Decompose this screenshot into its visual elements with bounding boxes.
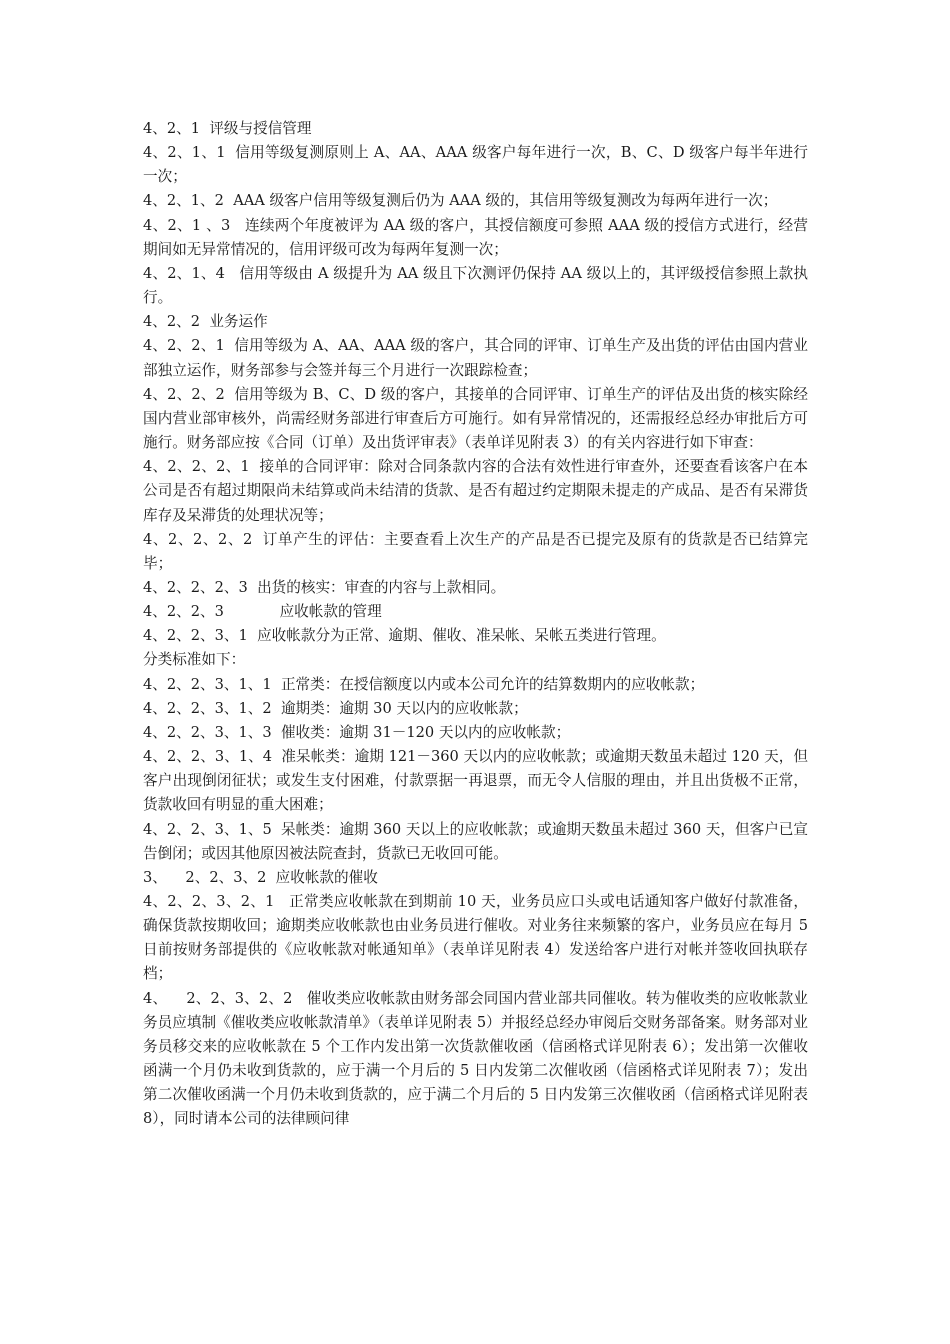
- section-heading-4-2-2: 4、2、2 业务运作: [143, 313, 268, 331]
- paragraph-4-2-1-3: 4、2、1 、3 连续两个年度被评为 AA 级的客户，其授信额度可参照 AAA 级的授信方式进行，经营期间如无异常情况的，信用评级可改为每两年复测一次；: [143, 216, 808, 258]
- paragraph-4-2-2-3-1: 4、2、2、3、1 应收帐款分为正常、逾期、催收、准呆帐、呆帐五类进行管理。: [143, 627, 666, 645]
- paragraph-4-2-1-2: 4、2、1、2 AAA 级客户信用等级复测后仍为 AAA 级的，其信用等级复测改为每两年进行一次；: [143, 192, 778, 210]
- paragraph-4-2-2-3-2-2: 4、 2、2、3、2、2 催收类应收帐款由财务部会同国内营业部共同催收。转为催收类的应收帐款业务员应填制《催收类应收帐款清单》（表单详见附表 5）并报经总经办审阅后交财务部备案。财务部对业务员移交来的应收帐款在 5 个工作内发出第一次货款催收函（信函格式详见附表 6）；发出第一次催收函满一个月仍未收到货款的，应于满一个月后的 5 日内发第二次催收函（信函格式详见附表 7）；发出第二次催收函满一个月仍未收到货款的，应于满二个月后的 5 日内发第三次催收函（信函格式详见附表 8），同时请本公司的法律顾问律: [143, 989, 813, 1128]
- section-heading-4-2-2-3: 4、2、2、3 应收帐款的管理: [143, 603, 382, 621]
- paragraph-4-2-2-3-1-2: 4、2、2、3、1、2 逾期类：逾期 30 天以内的应收帐款；: [143, 699, 528, 717]
- paragraph-4-2-2-3-1-1: 4、2、2、3、1、1 正常类：在授信额度以内或本公司允许的结算数期内的应收帐款；: [143, 675, 705, 693]
- paragraph-4-2-2-1: 4、2、2、1 信用等级为 A、AA、AAA 级的客户，其合同的评审、订单生产及出货的评估由国内营业部独立运作，财务部参与会签并每三个月进行一次跟踪检查；: [143, 337, 808, 379]
- paragraph-4-2-2-3-1-4: 4、2、2、3、1、4 准呆帐类：逾期 121－360 天以内的应收帐款；或逾期天数虽未超过 120 天，但客户出现倒闭征状；或发生支付困难，付款票据一再退票，而无令人信服的理由，并且出货极不正常，货款收回有明显的重大困难；: [143, 748, 808, 814]
- paragraph-4-2-1-4: 4、2、1、4 信用等级由 A 级提升为 AA 级且下次测评仍保持 AA 级以上的，其评级授信参照上款执行。: [143, 264, 808, 307]
- paragraph-4-2-2-3-2-1: 4、2、2、3、2、1 正常类应收帐款在到期前 10 天，业务员应口头或电话通知客户做好付款准备，确保货款按期收回；逾期类应收帐款也由业务员进行催收。对业务往来频繁的客户，业务员应在每月 5 日前按财务部提供的《应收帐款对帐通知单》（表单详见附表 4）发送给客户进行对帐并签收回执联存档；: [143, 893, 813, 983]
- paragraph-classification-intro: 分类标准如下：: [143, 651, 246, 669]
- section-heading-4-2-1: 4、2、1 评级与授信管理: [143, 120, 312, 137]
- paragraph-4-2-1-1: 4、2、1、1 信用等级复测原则上 A、AA、AAA 级客户每年进行一次，B、C、D 级客户每半年进行一次；: [143, 144, 808, 186]
- section-heading-2-2-3-2: 3、 2、2、3、2 应收帐款的催收: [143, 868, 378, 886]
- document-body: [143, 117, 813, 1132]
- paragraph-4-2-2-2: 4、2、2、2 信用等级为 B、C、D 级的客户，其接单的合同评审、订单生产的评估及出货的核实除经国内营业部审核外，尚需经财务部进行审查后方可施行。如有异常情况的，还需报经总经办审批后方可施行。财务部应按《合同（订单）及出货评审表》（表单详见附表 3）的有关内容进行如下审查：: [143, 385, 808, 452]
- paragraph-4-2-2-2-2: 4、2、2、2、2 订单产生的评估：主要查看上次生产的产品是否已提完及原有的货款是否已结算完毕；: [143, 530, 808, 572]
- paragraph-4-2-2-2-1: 4、2、2、2、1 接单的合同评审：除对合同条款内容的合法有效性进行审查外，还要查看该客户在本公司是否有超过期限尚未结算或尚未结清的货款、是否有超过约定期限未提走的产成品、是否有呆滞货库存及呆滞货的处理状况等；: [143, 458, 808, 524]
- paragraph-4-2-2-3-1-3: 4、2、2、3、1、3 催收类：逾期 31－120 天以内的应收帐款；: [143, 723, 571, 741]
- paragraph-4-2-2-2-3: 4、2、2、2、3 出货的核实：审查的内容与上款相同。: [143, 578, 506, 596]
- paragraph-4-2-2-3-1-5: 4、2、2、3、1、5 呆帐类：逾期 360 天以上的应收帐款；或逾期天数虽未超过 360 天，但客户已宣告倒闭；或因其他原因被法院查封，货款已无收回可能。: [143, 820, 808, 862]
